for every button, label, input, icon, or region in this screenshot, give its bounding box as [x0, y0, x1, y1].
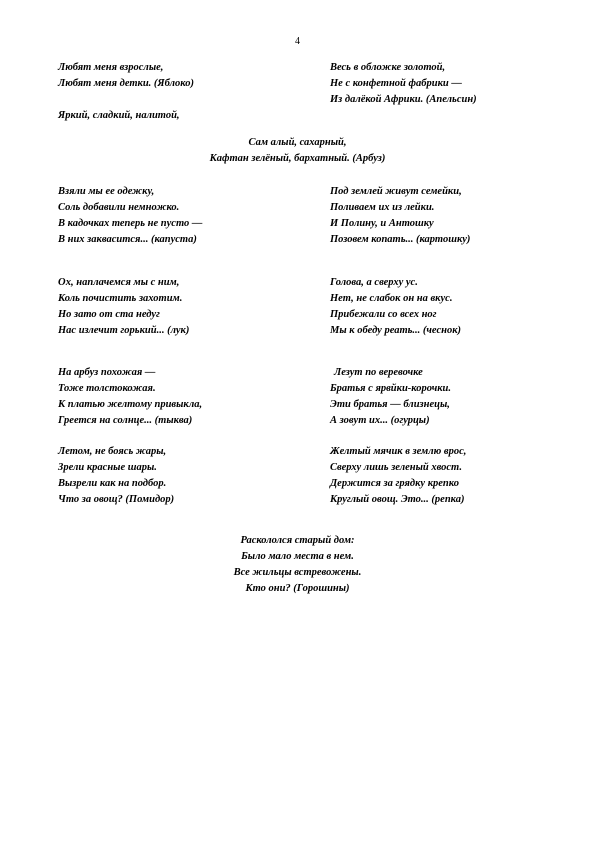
riddle-line: Не с конфетной фабрики —	[330, 78, 462, 89]
riddle-line: Кто они? (Горошины)	[245, 583, 350, 594]
riddle-line: В них заквасится... (капуста)	[58, 234, 197, 245]
riddle-line: Раскололся старый дом:	[240, 535, 355, 546]
riddle-line: Ох, наплачемся мы с ним,	[58, 277, 180, 288]
riddle-line: Было мало места в нем.	[241, 551, 354, 562]
riddle-line: Кафтан зелёный, бархатный. (Арбуз)	[209, 153, 386, 164]
riddle-line: Прибежали со всех ног	[330, 309, 437, 320]
riddle-line: И Полину, и Антошку	[330, 218, 434, 229]
riddle-line: Соль добавили немножко.	[58, 202, 180, 213]
riddle-line: Взяли мы ее одежку,	[58, 186, 155, 197]
riddle-line: В кадочках теперь не пусто —	[58, 218, 203, 229]
riddle-line: Все жильцы встревожены.	[233, 567, 362, 578]
riddle-line: Поливаем их из лейки.	[330, 202, 435, 213]
riddle-line: Сверху лишь зеленый хвост.	[330, 462, 462, 473]
riddle-line: Любят меня детки. (Яблоко)	[58, 78, 194, 89]
riddle-line: Мы к обеду реать... (чеснок)	[330, 325, 462, 336]
riddle-watermelon	[0, 135, 595, 167]
riddle-line: Нас излечит горький... (лук)	[58, 325, 190, 336]
riddle-onion	[58, 275, 189, 339]
riddle-fragment	[58, 108, 180, 124]
riddle-line: Яркий, сладкий, налитой,	[58, 110, 180, 121]
riddle-line: А зовут их... (огурцы)	[330, 415, 430, 426]
page-number: 4	[295, 36, 300, 47]
riddle-line: Коль почистить захотим.	[58, 293, 183, 304]
riddle-line: Желтый мячик в землю врос,	[330, 446, 467, 457]
riddle-line: Круглый овощ. Это... (репка)	[330, 494, 465, 505]
riddle-line: Из далёкой Африки. (Апельсин)	[330, 94, 477, 105]
riddle-line: Зрели красные шары.	[58, 462, 157, 473]
riddle-line: Но зато от ста недуг	[58, 309, 160, 320]
riddle-line: Тоже толстокожая.	[58, 383, 156, 394]
riddle-pumpkin	[58, 365, 202, 429]
riddle-line: Нет, не слабок он на вкус.	[330, 293, 453, 304]
riddle-peas	[0, 533, 595, 597]
riddle-cabbage	[58, 184, 202, 248]
riddle-line: Любят меня взрослые,	[58, 62, 164, 73]
riddle-line: К платью желтому привыкла,	[58, 399, 203, 410]
riddle-apple	[58, 60, 194, 92]
riddle-line: На арбуз похожая —	[58, 367, 156, 378]
riddle-cucumbers	[330, 365, 451, 429]
riddle-line: Весь в обложке золотой,	[330, 62, 446, 73]
riddle-line: Держится за грядку крепко	[330, 478, 459, 489]
riddle-line: Позовем копать... (картошку)	[330, 234, 471, 245]
riddle-line: Братья с ярвйки-корочки.	[330, 383, 452, 394]
riddle-potato	[330, 184, 470, 248]
riddle-orange	[330, 60, 477, 108]
riddle-turnip	[330, 444, 466, 508]
riddle-line: Лезут по веревочке	[334, 367, 423, 378]
riddle-garlic	[330, 275, 461, 339]
riddle-line: Эти братья — близнецы,	[330, 399, 450, 410]
riddle-line: Вызрели как на подбор.	[58, 478, 167, 489]
riddle-line: Сам алый, сахарный,	[248, 137, 347, 148]
riddle-line: Голова, а сверху ус.	[330, 277, 418, 288]
riddle-line: Что за овощ? (Помидор)	[58, 494, 175, 505]
riddle-line: Под землей живут семейки,	[330, 186, 462, 197]
riddle-line: Летом, не боясь жары,	[58, 446, 167, 457]
riddle-tomato	[58, 444, 174, 508]
riddle-line: Греется на солнце... (тыква)	[58, 415, 193, 426]
